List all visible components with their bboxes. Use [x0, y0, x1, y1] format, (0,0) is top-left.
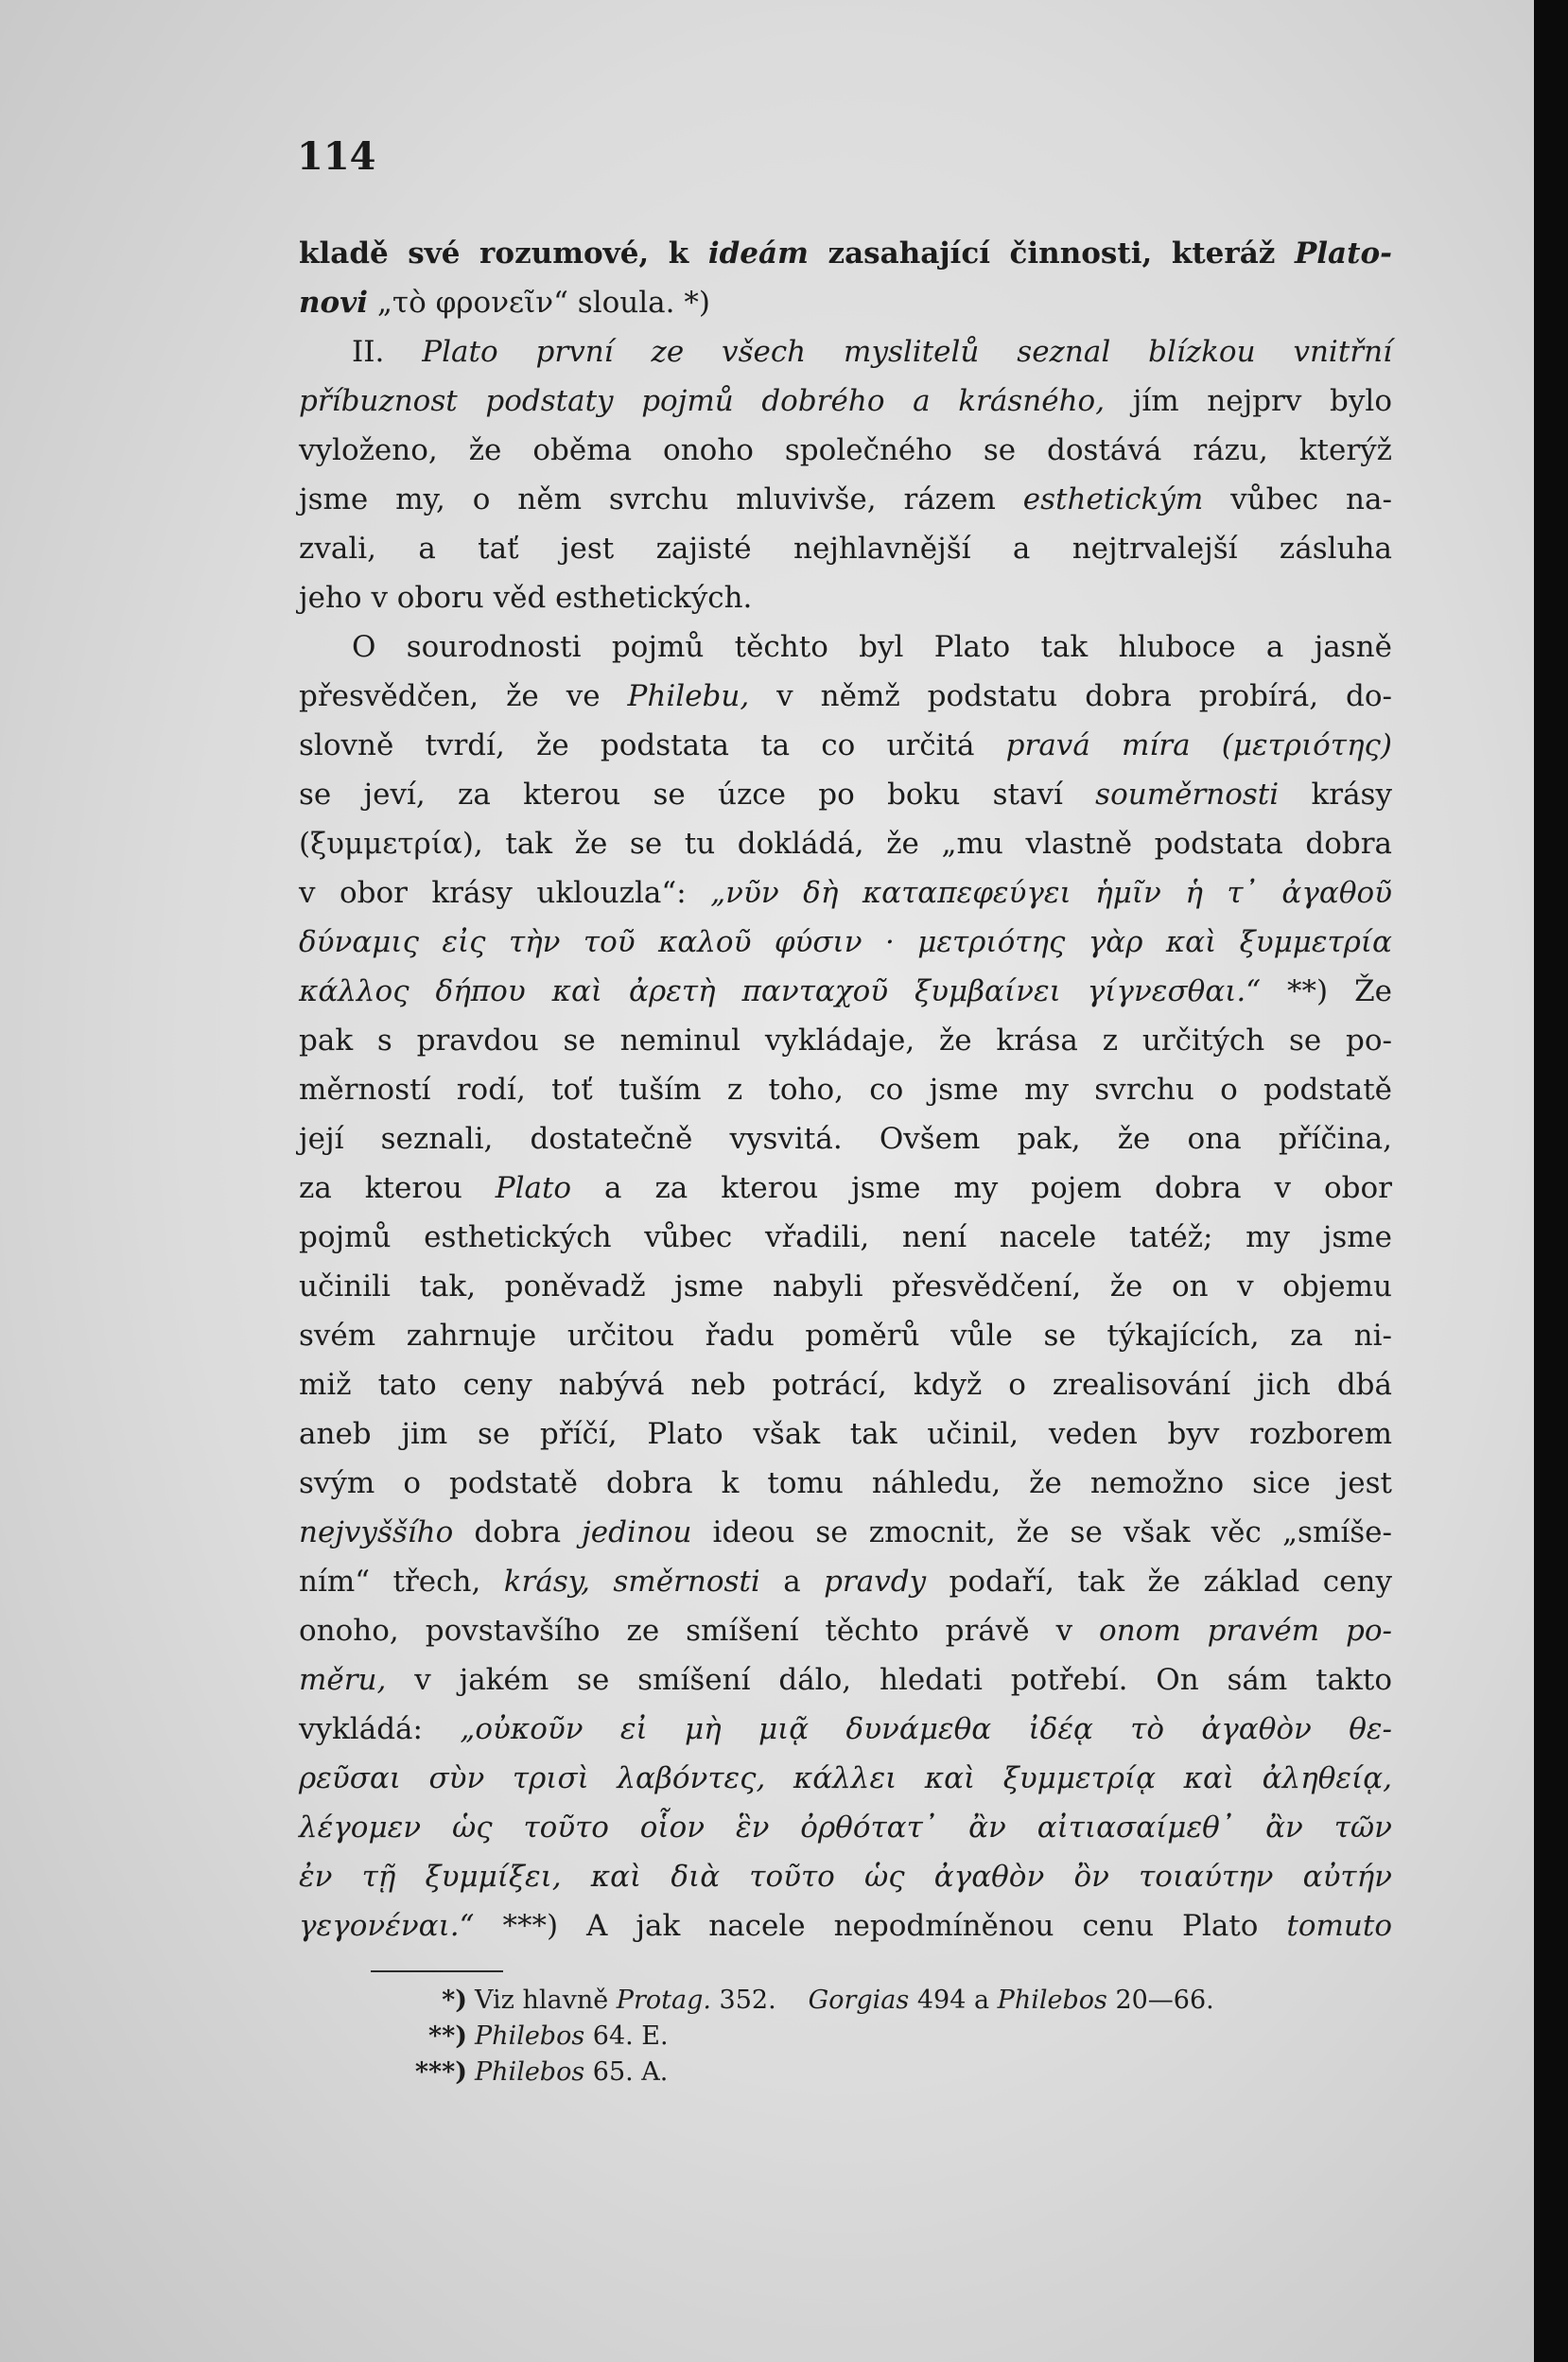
text-line: svém zahrnuje určitou řadu poměrů vůle se týkajících, za ni-: [299, 1319, 1392, 1353]
scan-border: [1534, 0, 1568, 2362]
text-line: κάλλος δήπου καὶ ἀρετὴ πανταχοῦ ξυμβαίνει γίγνεσθαι.“ **) Že: [299, 974, 1392, 1008]
text-line: miž tato ceny nabývá neb potrácí, když o zrealisování jich dbá: [299, 1368, 1392, 1402]
footnote: ***) Philebos 65. A.: [414, 2057, 669, 2087]
text-line: onoho, povstavšího ze smíšení těchto právě v onom pravém po-: [299, 1614, 1393, 1648]
text-line: za kterou Plato a za kterou jsme my pojem dobra v obor: [299, 1171, 1392, 1205]
text-line: příbuznost podstaty pojmů dobrého a krásného, jím nejprv bylo: [299, 384, 1392, 418]
text-line: nejvyššího dobra jedinou ideou se zmocnit, že se však věc „smíše-: [299, 1515, 1392, 1549]
text-line: v obor krásy uklouzla“: „νῦν δὴ καταπεφεύγει ἡμῖν ἡ τ᾽ ἀγαθοῦ: [299, 876, 1393, 910]
footnotes: [397, 1983, 1400, 2091]
text-line: měrností rodí, toť tuším z toho, co jsme my svrchu o podstatě: [299, 1073, 1392, 1107]
text-line: novi „τὸ φρονεῖν“ sloula. *): [299, 286, 710, 320]
text-line: λέγομεν ὡς τοῦτο οἷον ἓν ὀρθότατ᾽ ἂν αἰτιασαίμεθ᾽ ἂν τῶν: [299, 1811, 1392, 1845]
text-line: vykládá: „οὐκοῦν εἰ μὴ μιᾷ δυνάμεθα ἰδέᾳ τὸ ἀγαθὸν θε-: [299, 1712, 1392, 1746]
text-line: slovně tvrdí, že podstata ta co určitá pravá míra (μετριότης): [299, 728, 1392, 762]
text-line: pojmů esthetických vůbec vřadili, není nacele tatéž; my jsme: [299, 1220, 1392, 1254]
text-line: jsme my, o něm svrchu mluvivše, rázem esthetickým vůbec na-: [299, 482, 1392, 516]
footnote-divider: [371, 1970, 503, 1972]
text-line: kladě své rozumové, k ideám zasahající činnosti, kteráž Plato-: [299, 236, 1392, 271]
text-line: učinili tak, poněvadž jsme nabyli přesvědčení, že on v objemu: [299, 1269, 1392, 1303]
text-line: pak s pravdou se neminul vykládaje, že krása z určitých se po-: [299, 1024, 1392, 1058]
text-line: její seznali, dostatečně vysvitá. Ovšem pak, že ona příčina,: [299, 1122, 1392, 1156]
text-line: O sourodnosti pojmů těchto byl Plato tak hluboce a jasně: [352, 630, 1392, 664]
text-line: γεγονέναι.“ ***) A jak nacele nepodmíněnou cenu Plato tomuto: [299, 1909, 1392, 1943]
text-line: (ξυμμετρία), tak že se tu dokládá, že „mu vlastně podstata dobra: [299, 827, 1392, 861]
page-number: 114: [297, 134, 376, 179]
text-line: jeho v oboru věd esthetických.: [299, 581, 753, 615]
text-line: ἐν τῇ ξυμμίξει, καὶ διὰ τοῦτο ὡς ἀγαθὸν ὂν τοιαύτην αὐτήν: [299, 1860, 1392, 1894]
text-line: se jeví, za kterou se úzce po boku staví souměrnosti krásy: [299, 778, 1392, 812]
body-text: [299, 229, 1392, 1951]
text-line: II. Plato první ze všech myslitelů seznal blízkou vnitřní: [352, 335, 1392, 369]
text-line: svým o podstatě dobra k tomu náhledu, že nemožno sice jest: [299, 1466, 1392, 1500]
text-line: δύναμις εἰς τὴν τοῦ καλοῦ φύσιν · μετριότης γὰρ καὶ ξυμμετρία: [299, 925, 1392, 959]
footnote: *) Viz hlavně Protag. 352. Gorgias 494 a Philebos 20—66.: [442, 1986, 1214, 2015]
text-line: přesvědčen, že ve Philebu, v němž podstatu dobra probírá, do-: [299, 679, 1392, 713]
text-line: aneb jim se příčí, Plato však tak učinil, veden byv rozborem: [299, 1417, 1392, 1451]
text-line: zvali, a tať jest zajisté nejhlavnější a nejtrvalejší zásluha: [299, 532, 1392, 566]
text-line: ním“ třech, krásy, směrnosti a pravdy podaří, tak že základ ceny: [299, 1565, 1392, 1599]
text-line: ρεῦσαι σὺν τρισὶ λαβόντες, κάλλει καὶ ξυμμετρίᾳ καὶ ἀληθείᾳ,: [299, 1761, 1392, 1795]
text-line: měru, v jakém se smíšení dálo, hledati potřebí. On sám takto: [299, 1663, 1392, 1697]
footnote: **) Philebos 64. E.: [427, 2021, 669, 2051]
text-line: vyloženo, že oběma onoho společného se dostává rázu, kterýž: [299, 433, 1392, 467]
